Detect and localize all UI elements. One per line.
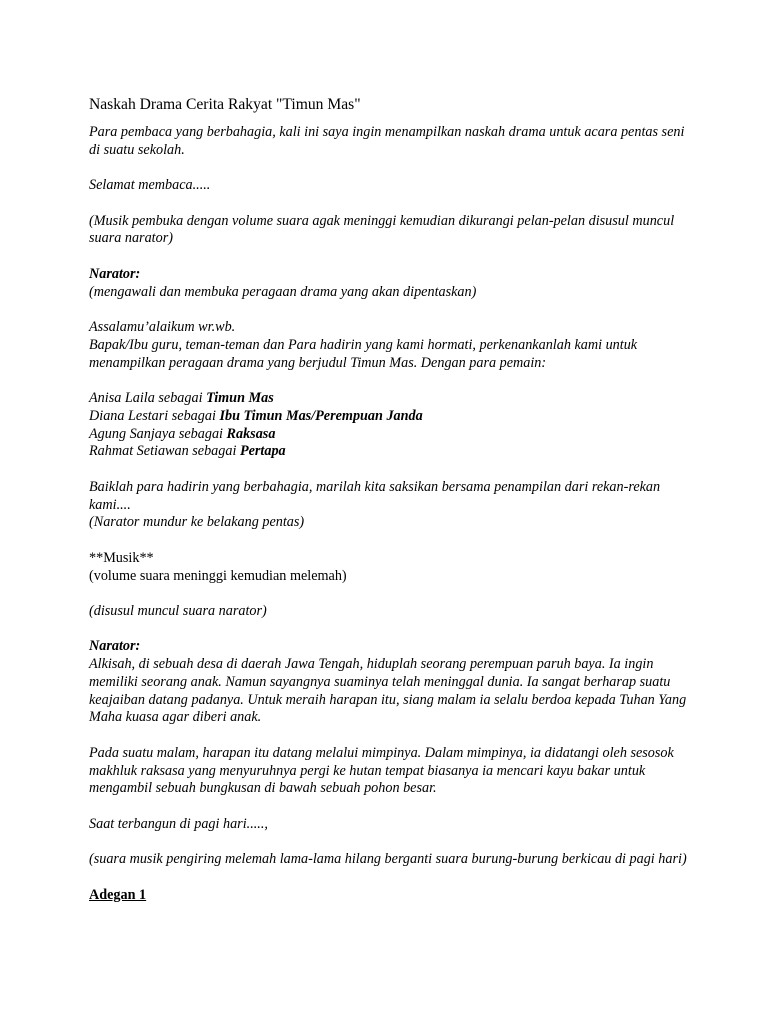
document-title: Naskah Drama Cerita Rakyat "Timun Mas" <box>89 96 361 113</box>
opening-speech-block <box>89 319 689 372</box>
narrator-exit-note: (Narator mundur ke belakang pentas) <box>89 514 305 531</box>
sound-note: (suara musik pengiring melemah lama-lama hilang berganti suara burung-burung berkicau di pagi hari) <box>89 851 687 868</box>
cast-item <box>89 426 689 444</box>
narrator-block-2 <box>89 638 689 727</box>
narrator-label: Narator: <box>89 638 141 655</box>
cast-actor: Anisa Laila sebagai <box>89 389 207 406</box>
music-label: **Musik** <box>89 549 154 566</box>
music-block <box>89 550 689 586</box>
cast-list <box>89 390 689 461</box>
narrator-stage-note: (mengawali dan membuka peragaan drama yang akan dipentaskan) <box>89 283 477 300</box>
salam-line: Assalamu’alaikum wr.wb. <box>89 318 236 335</box>
scene-heading: Adegan 1 <box>89 886 147 903</box>
story-paragraph-2: Pada suatu malam, harapan itu datang melalui mimpinya. Dalam mimpinya, ia didatangi oleh sesosok makhluk raksasa yang menyuruhnya pergi ke hutan tempat biasanya ia mencari kayu bakar untuk mengambil sebuah bungkusan di bawah sebuah pohon besar. <box>89 744 674 797</box>
cast-role: Timun Mas <box>206 389 274 406</box>
cast-role: Raksasa <box>226 425 276 442</box>
invite-text: Baiklah para hadirin yang berbahagia, marilah kita saksikan bersama penampilan dari rekan-rekan kami.... <box>89 478 661 513</box>
document-page <box>89 96 689 922</box>
story-paragraph-1: Alkisah, di sebuah desa di daerah Jawa Tengah, hiduplah seorang perempuan paruh baya. Ia ingin memiliki seorang anak. Namun sayangnya suaminya telah meninggal dunia. Ia sangat berharap suatu keajaiban datang padanya. Untuk meraih harapan itu, siang malam ia selalu berdoa kepada Tuhan Yang Maha kuasa agar diberi anak. <box>89 656 687 726</box>
cast-role: Ibu Timun Mas/Perempuan Janda <box>219 407 423 424</box>
cast-item <box>89 390 689 408</box>
intro-paragraph: Para pembaca yang berbahagia, kali ini saya ingin menampilkan naskah drama untuk acara pentas seni di suatu sekolah. <box>89 124 685 158</box>
narrator-block-1 <box>89 266 689 302</box>
cast-actor: Rahmat Setiawan sebagai <box>89 443 240 460</box>
cast-role: Pertapa <box>239 443 286 460</box>
invite-block <box>89 479 689 532</box>
music-volume-note: (volume suara meninggi kemudian melemah) <box>89 567 347 584</box>
story-paragraph-3: Saat terbangun di pagi hari....., <box>89 815 268 832</box>
cast-actor: Agung Sanjaya sebagai <box>89 425 227 442</box>
narrator-appears-note: (disusul muncul suara narator) <box>89 602 267 619</box>
cast-item <box>89 443 689 461</box>
narrator-label: Narator: <box>89 265 141 282</box>
opening-speech: Bapak/Ibu guru, teman-teman dan Para hadirin yang kami hormati, perkenankanlah kami untuk menampilkan peragaan drama yang berjudul Timun Mas. Dengan para pemain: <box>89 336 638 371</box>
music-opening-note: (Musik pembuka dengan volume suara agak meninggi kemudian dikurangi pelan-pelan disusul muncul suara narator) <box>89 212 675 247</box>
cast-actor: Diana Lestari sebagai <box>89 407 220 424</box>
cast-item <box>89 408 689 426</box>
greeting-read: Selamat membaca..... <box>89 177 211 194</box>
